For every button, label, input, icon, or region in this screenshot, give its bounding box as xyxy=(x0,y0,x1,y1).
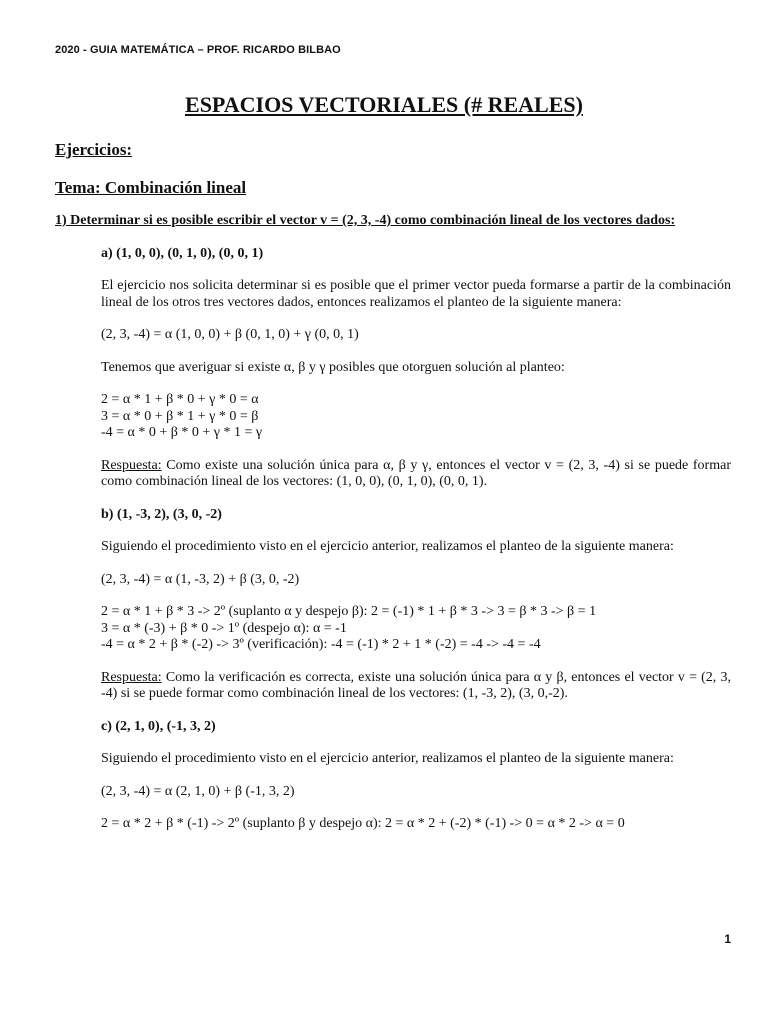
equation-line: 3 = α * 0 + β * 1 + γ * 0 = β xyxy=(101,408,259,424)
part-c-equation: (2, 3, -4) = α (2, 1, 0) + β (-1, 3, 2) xyxy=(101,783,295,799)
part-c xyxy=(101,719,731,833)
document-title: ESPACIOS VECTORIALES (# REALES) xyxy=(185,92,583,117)
topic-heading: Tema: Combinación lineal xyxy=(55,178,247,197)
section-heading-ejercicios: Ejercicios: xyxy=(55,140,133,159)
equation-line: 2 = α * 1 + β * 0 + γ * 0 = α xyxy=(101,392,259,407)
part-a-equation: (2, 3, -4) = α (1, 0, 0) + β (0, 1, 0) + γ (0, 0, 1) xyxy=(101,327,359,342)
part-a-heading: a) (1, 0, 0), (0, 1, 0), (0, 0, 1) xyxy=(101,245,264,261)
equation-line: 2 = α * 2 + β * (-1) -> 2º (suplanto β y despejo α): 2 = α * 2 + (-2) * (-1) -> 0 = α * 2 -> α = 0 xyxy=(101,816,625,831)
part-b-system xyxy=(101,604,731,654)
part-a-text: Tenemos que averiguar si existe α, β y γ posibles que otorguen solución al planteo: xyxy=(101,359,565,375)
part-b-intro: Siguiendo el procedimiento visto en el ejercicio anterior, realizamos el planteo de la siguiente manera: xyxy=(101,539,674,554)
part-c-heading: c) (2, 1, 0), (-1, 3, 2) xyxy=(101,718,216,734)
exercise-question: 1) Determinar si es posible escribir el vector v = (2, 3, -4) como combinación lineal de los vectores dados: xyxy=(55,213,676,228)
answer-label: Respuesta: xyxy=(101,457,162,473)
page-header: 2020 - GUIA MATEMÁTICA – PROF. RICARDO BILBAO xyxy=(55,44,341,56)
part-c-system xyxy=(101,816,731,833)
part-a xyxy=(101,246,731,491)
part-b xyxy=(101,507,731,703)
part-a-intro: El ejercicio nos solicita determinar si es posible que el primer vector pueda formarse a partir de la combinación lineal de los otros tres vectores dados, entonces realizamos el planteo de la siguiente manera: xyxy=(101,278,731,310)
answer-label: Respuesta: xyxy=(101,669,162,685)
document-body xyxy=(55,213,731,849)
answer-text: Como la verificación es correcta, existe una solución única para α y β, entonces el vector v = (2, 3, -4) si se puede formar como combinación lineal de los vectores: (1, -3, 2), (3, 0,-2). xyxy=(101,669,731,701)
part-b-answer xyxy=(101,670,731,703)
equation-line: -4 = α * 2 + β * (-2) -> 3º (verificación): -4 = (-1) * 2 + 1 * (-2) = -4 -> -4 = -4 xyxy=(101,637,541,652)
answer-text: Como existe una solución única para α, β y γ, entonces el vector v = (2, 3, -4) si se puede formar como combinación lineal de los vectores: (1, 0, 0), (0, 1, 0), (0, 0, 1). xyxy=(101,457,731,489)
part-c-intro: Siguiendo el procedimiento visto en el ejercicio anterior, realizamos el planteo de la siguiente manera: xyxy=(101,751,674,766)
equation-line: 2 = α * 1 + β * 3 -> 2º (suplanto α y despejo β): 2 = (-1) * 1 + β * 3 -> 3 = β * 3 -> β = 1 xyxy=(101,604,597,619)
equation-line: 3 = α * (-3) + β * 0 -> 1º (despejo α): α = -1 xyxy=(101,620,347,636)
part-a-system xyxy=(101,392,731,442)
part-b-heading: b) (1, -3, 2), (3, 0, -2) xyxy=(101,506,222,522)
part-b-equation: (2, 3, -4) = α (1, -3, 2) + β (3, 0, -2) xyxy=(101,571,300,587)
equation-line: -4 = α * 0 + β * 0 + γ * 1 = γ xyxy=(101,425,263,440)
page-number: 1 xyxy=(724,932,731,946)
part-a-answer xyxy=(101,458,731,491)
